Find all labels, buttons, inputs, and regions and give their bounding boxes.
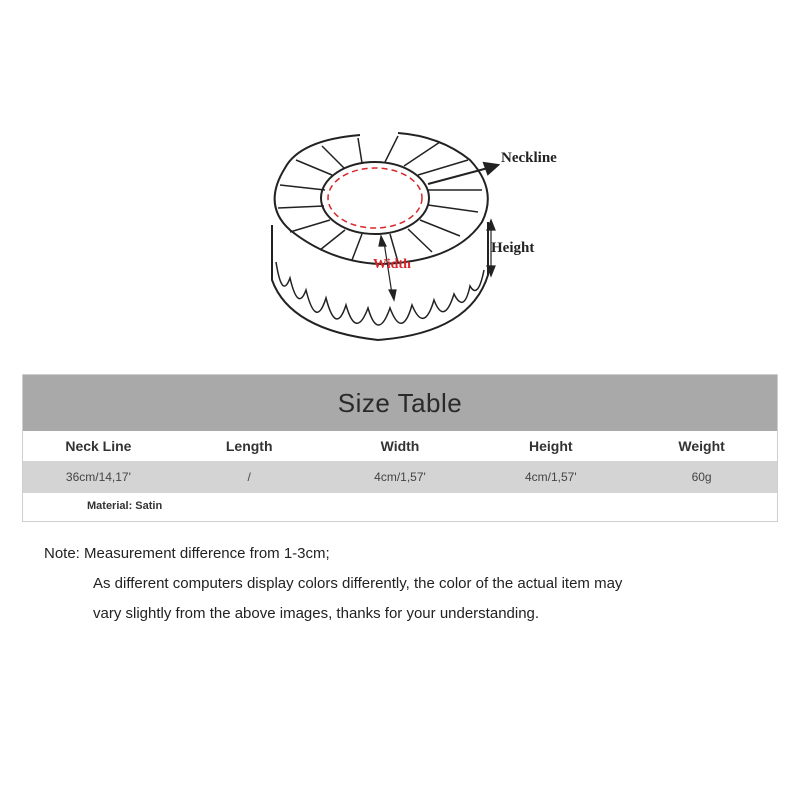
header-width: Width [380, 438, 420, 454]
material-text: Material: Satin [87, 500, 163, 512]
header-height: Height [529, 438, 573, 454]
header-weight: Weight [678, 438, 725, 454]
width-label: Width [373, 257, 411, 272]
value-weight: 60g [691, 470, 712, 484]
value-height: 4cm/1,57' [524, 470, 577, 484]
note-line-1: Note: Measurement difference from 1-3cm; [44, 545, 330, 562]
note-line-2: As different computers display colors differently, the color of the actual item may [93, 575, 623, 592]
value-width: 4cm/1,57' [374, 470, 426, 484]
size-table-header-row [23, 431, 777, 461]
size-table [22, 374, 778, 522]
size-table-title-bar [23, 375, 777, 431]
value-length: / [247, 470, 251, 484]
neckline-label: Neckline [501, 150, 557, 166]
value-neck-line: 36cm/14,17' [65, 470, 131, 484]
height-label: Height [491, 240, 535, 256]
size-table-title: Size Table [337, 387, 463, 418]
product-diagram [0, 0, 800, 360]
header-neck-line: Neck Line [65, 438, 132, 454]
note-line-3: vary slightly from the above images, thanks for your understanding. [93, 605, 540, 622]
choker-drawing [0, 0, 800, 360]
header-length: Length [225, 438, 273, 454]
size-table-value-row [23, 461, 777, 493]
